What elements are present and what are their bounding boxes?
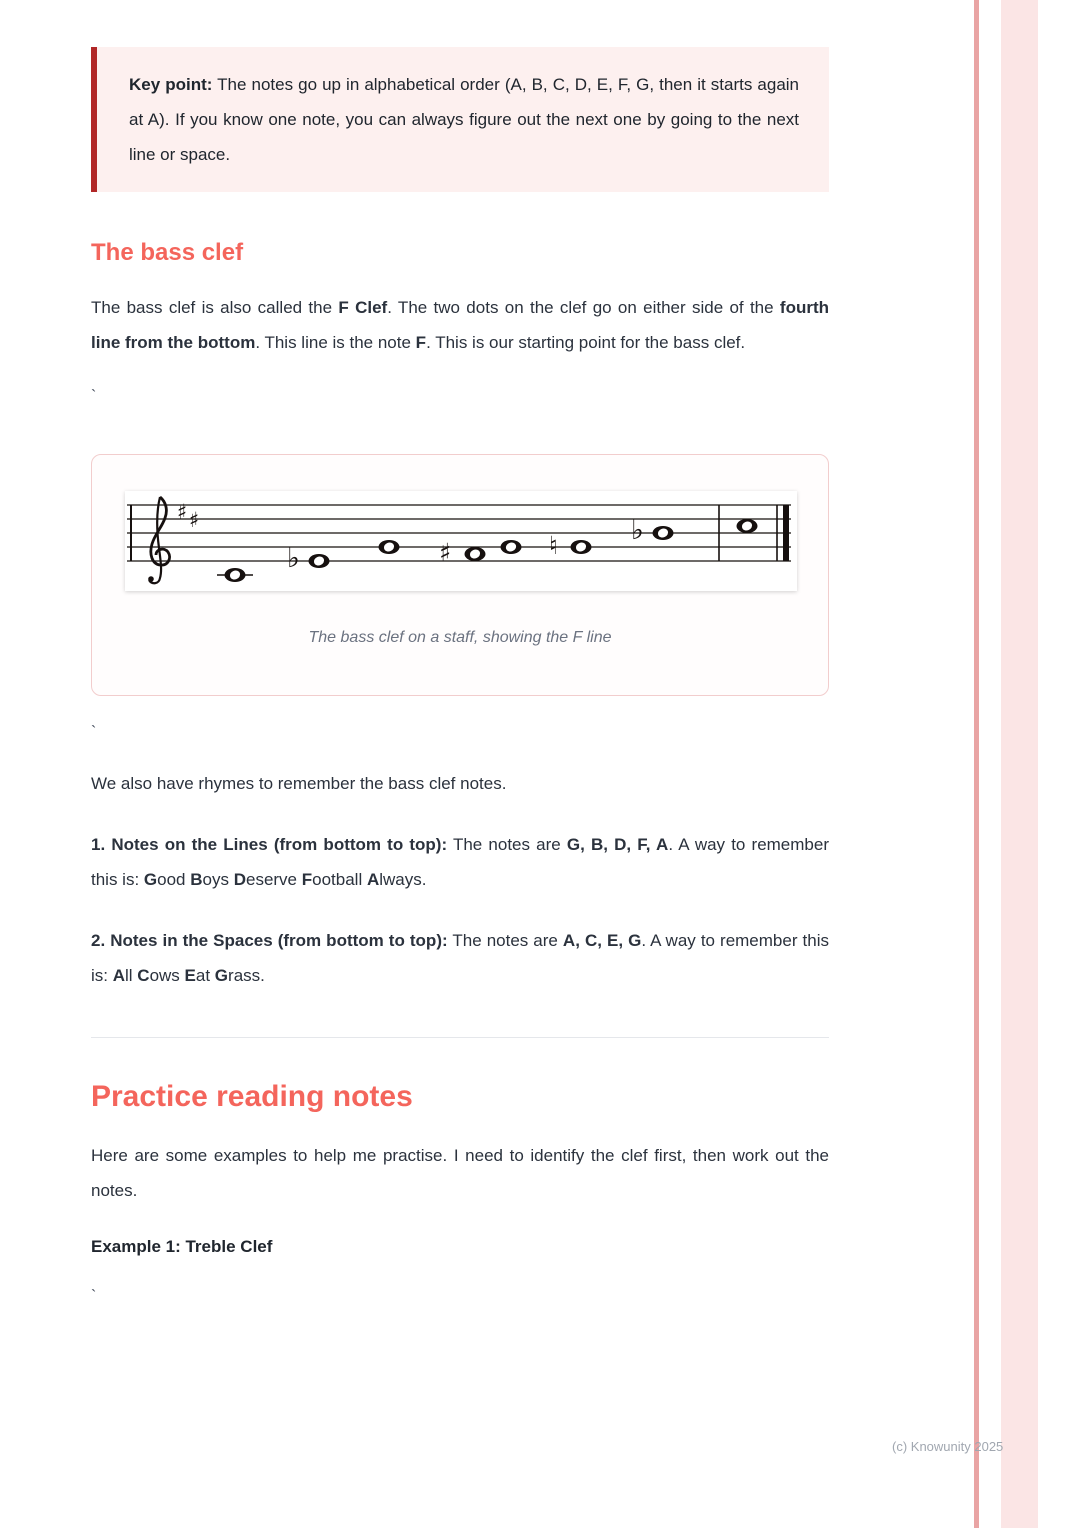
stray-backtick: ` xyxy=(91,388,97,405)
practice-heading: Practice reading notes xyxy=(91,1080,413,1113)
staff-svg xyxy=(125,491,797,591)
sharp-icon: ♯ xyxy=(177,500,188,524)
right-pink-band xyxy=(1001,0,1038,1528)
text-segment: F xyxy=(415,333,427,352)
text-segment: E xyxy=(184,966,196,985)
text-segment: A xyxy=(366,870,380,889)
text-segment: F Clef xyxy=(338,298,388,317)
text-segment: . A way to remember this is: xyxy=(91,931,829,985)
text-segment: A xyxy=(112,966,126,985)
text-segment: G, B, D, F, A xyxy=(566,835,669,854)
text-segment: C xyxy=(137,966,150,985)
right-accent-line xyxy=(974,0,979,1528)
callout-text: The notes go up in alphabetical order (A, B, C, D, E, F, G, then it starts again at A). If you know one note, you can always figure out the next one by going to the next line or space. xyxy=(129,75,800,164)
text-segment: A, C, E, G xyxy=(562,931,642,950)
end-barline-thick xyxy=(783,505,789,561)
text-segment: at xyxy=(195,966,215,985)
bass-clef-paragraph xyxy=(91,290,829,360)
staff-image xyxy=(125,491,797,591)
sharp-icon: ♯ xyxy=(439,538,452,567)
example-1-label: Example 1: Treble Clef xyxy=(91,1237,273,1256)
text-segment: G xyxy=(214,966,229,985)
text-segment: fourth line from the bottom xyxy=(91,298,829,352)
bass-clef-heading: The bass clef xyxy=(91,239,244,266)
spaces-rhyme-paragraph xyxy=(91,923,829,993)
text-segment: . This line is the note xyxy=(255,333,416,352)
flat-icon: ♭ xyxy=(631,515,644,546)
text-segment: F xyxy=(301,870,313,889)
text-segment: The notes are xyxy=(447,931,563,950)
sharp-icon: ♯ xyxy=(189,508,200,532)
whole-note-icon xyxy=(653,526,674,540)
text-segment: eserve xyxy=(245,870,302,889)
figure-caption: The bass clef on a staff, showing the F line xyxy=(308,629,612,646)
whole-note-icon xyxy=(379,540,400,554)
whole-note-icon xyxy=(309,554,330,568)
text-segment: ows xyxy=(149,966,185,985)
text-segment: lways. xyxy=(379,870,427,889)
text-segment: 1. Notes on the Lines (from bottom to top): xyxy=(91,835,448,854)
text-segment: ll xyxy=(125,966,138,985)
text-segment: The bass clef is also called the xyxy=(91,298,339,317)
treble-clef-icon xyxy=(148,497,169,583)
text-segment: D xyxy=(233,870,246,889)
stray-backtick: ` xyxy=(91,724,97,741)
text-segment: . A way to remember this is: xyxy=(91,835,829,889)
text-segment: oys xyxy=(202,870,234,889)
text-segment: G xyxy=(143,870,158,889)
text-segment: . This is our starting point for the bass clef. xyxy=(426,333,746,352)
practice-intro-paragraph: Here are some examples to help me practise. I need to identify the clef first, then work out the notes. xyxy=(91,1146,829,1200)
text-segment: ootball xyxy=(312,870,367,889)
natural-icon: ♮ xyxy=(549,531,558,560)
text-segment: B xyxy=(190,870,203,889)
rhymes-intro-paragraph: We also have rhymes to remember the bass clef notes. xyxy=(91,774,507,793)
whole-note-icon xyxy=(501,540,522,554)
text-segment: ood xyxy=(157,870,191,889)
text-segment: The notes are xyxy=(447,835,567,854)
footer-copyright: (c) Knowunity 2025 xyxy=(892,1439,1004,1454)
flat-icon: ♭ xyxy=(287,543,300,574)
staff-lines xyxy=(127,505,791,561)
whole-note-icon xyxy=(225,568,246,582)
lines-rhyme-paragraph xyxy=(91,827,829,897)
whole-note-icon xyxy=(737,519,758,533)
whole-note-icon xyxy=(571,540,592,554)
page-content xyxy=(91,0,829,1308)
whole-note-icon xyxy=(465,547,486,561)
text-segment: . The two dots on the clef go on either side of the xyxy=(387,298,780,317)
key-point-callout xyxy=(91,47,829,192)
text-segment: 2. Notes in the Spaces (from bottom to top): xyxy=(91,931,448,950)
section-divider xyxy=(91,1037,829,1038)
staff-figure-card xyxy=(91,454,829,696)
callout-label: Key point: xyxy=(129,75,213,94)
text-segment: rass. xyxy=(228,966,265,985)
stray-backtick: ` xyxy=(91,1288,97,1305)
